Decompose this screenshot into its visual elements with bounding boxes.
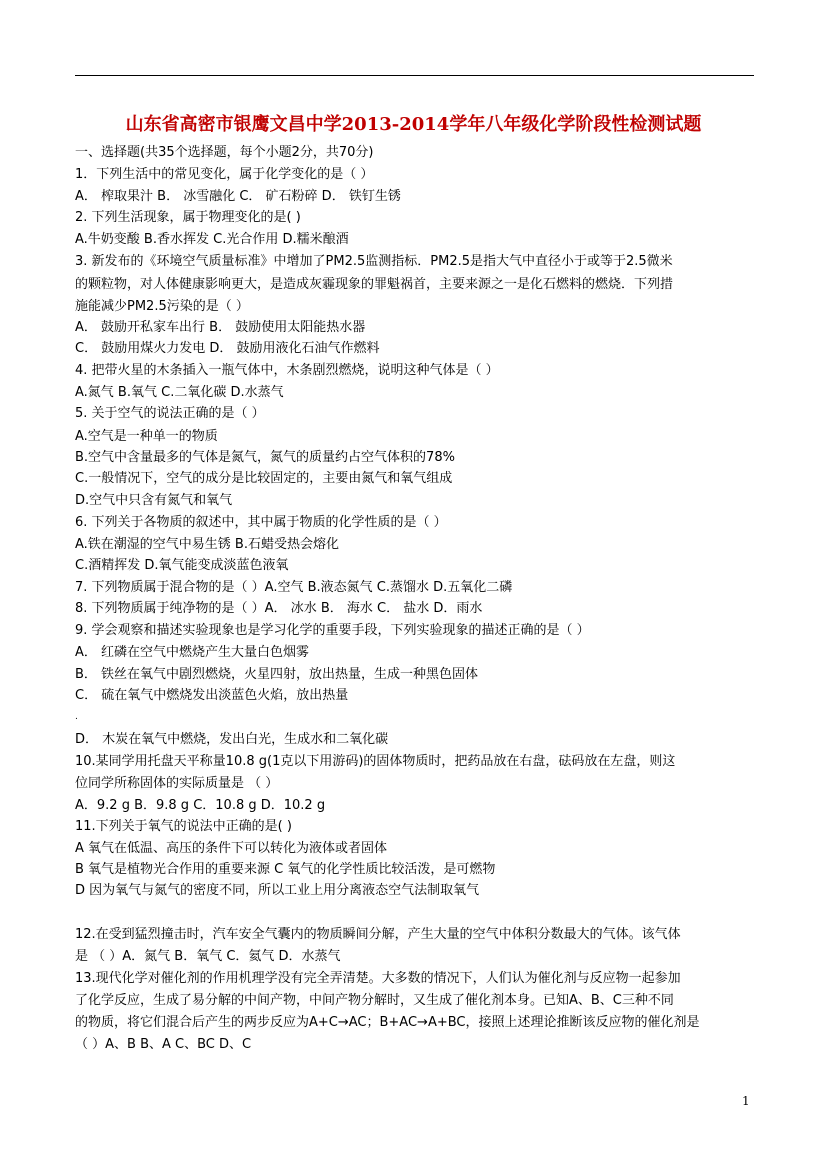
question-2-options: A.牛奶变酸 B.香水挥发 C.光合作用 D.糯米酿酒 bbox=[75, 232, 349, 247]
question-13-stem-line2: 了化学反应，生成了易分解的中间产物，中间产物分解时，又生成了催化剂本身。已知A、B、C三种不同 bbox=[75, 993, 674, 1008]
question-9-option-c: C． 硫在氧气中燃烧发出淡蓝色火焰，放出热量 bbox=[75, 688, 349, 703]
question-4-stem: 4. 把带火星的木条插入一瓶气体中，木条剧烈燃烧，说明这种气体是（ ） bbox=[75, 363, 499, 378]
question-3-options-cd: C． 鼓励用煤火力发电 D． 鼓励用液化石油气作燃料 bbox=[75, 341, 380, 356]
question-9-option-a: A． 红磷在空气中燃烧产生大量白色烟雾 bbox=[75, 645, 310, 660]
question-13-stem-line1: 13.现代化学对催化剂的作用机理学没有完全弄清楚。大多数的情况下，人们认为催化剂与反应物一起参加 bbox=[75, 971, 681, 986]
question-3-stem-line1: 3. 新发布的《环境空气质量标准》中增加了PM2.5监测指标．PM2.5是指大气中直径小于或等于2.5微米 bbox=[75, 254, 673, 269]
question-2-stem: 2. 下列生活现象，属于物理变化的是( ) bbox=[75, 210, 301, 225]
question-6-stem: 6. 下列关于各物质的叙述中，其中属于物质的化学性质的是（ ） bbox=[75, 515, 447, 530]
question-12-stem: 12.在受到猛烈撞击时，汽车安全气囊内的物质瞬间分解，产生大量的空气中体积分数最大的气体。该气体 bbox=[75, 927, 681, 942]
stray-dot: . bbox=[75, 712, 78, 722]
question-11-options-bc: B 氧气是植物光合作用的重要来源 C 氧气的化学性质比较活泼，是可燃物 bbox=[75, 862, 496, 877]
question-11-stem: 11.下列关于氧气的说法中正确的是( ) bbox=[75, 819, 292, 834]
question-9-stem: 9. 学会观察和描述实验现象也是学习化学的重要手段，下列实验现象的描述正确的是（ ） bbox=[75, 623, 590, 638]
question-3-stem-line2: 的颗粒物，对人体健康影响更大，是造成灰霾现象的罪魁祸首，主要来源之一是化石燃料的燃烧．下列措 bbox=[75, 277, 674, 292]
question-6-options-cd: C.酒精挥发 D.氧气能变成淡蓝色液氧 bbox=[75, 558, 289, 573]
question-3-options-ab: A． 鼓励开私家车出行 B． 鼓励使用太阳能热水器 bbox=[75, 320, 366, 335]
question-5-option-a: A.空气是一种单一的物质 bbox=[75, 429, 218, 444]
question-5-option-c: C.一般情况下，空气的成分是比较固定的，主要由氮气和氧气组成 bbox=[75, 471, 453, 486]
question-1-options: A． 榨取果汁 B． 冰雪融化 C． 矿石粉碎 D． 铁钉生锈 bbox=[75, 189, 401, 204]
question-7: 7. 下列物质属于混合物的是（ ）A.空气 B.液态氮气 C.蒸馏水 D.五氧化二磷 bbox=[75, 580, 513, 595]
question-5-stem: 5. 关于空气的说法正确的是（ ） bbox=[75, 406, 265, 421]
question-10-options: A．9.2 g B．9.8 g C．10.8 g D．10.2 g bbox=[75, 798, 326, 813]
question-9-option-d: D． 木炭在氧气中燃烧，发出白光，生成水和二氧化碳 bbox=[75, 732, 389, 747]
document-title: 山东省高密市银鹰文昌中学2013-2014学年八年级化学阶段性检测试题 bbox=[125, 114, 702, 135]
section-heading: 一、选择题(共35个选择题，每个小题2分，共70分) bbox=[75, 145, 374, 160]
question-11-option-a: A 氧气在低温、高压的条件下可以转化为液体或者固体 bbox=[75, 841, 388, 856]
question-8: 8. 下列物质属于纯净物的是（ ）A． 冰水 B． 海水 C． 盐水 D．雨水 bbox=[75, 601, 483, 616]
question-6-options-ab: A.铁在潮湿的空气中易生锈 B.石蜡受热会熔化 bbox=[75, 537, 339, 552]
question-13-stem-line3: 的物质，将它们混合后产生的两步反应为A+C→AC；B+AC→A+BC，接照上述理论推断该反应物的催化剂是 bbox=[75, 1015, 700, 1030]
question-12-options: 是 （ ）A．氮气 B．氧气 C．氦气 D．水蒸气 bbox=[75, 949, 341, 964]
question-10-stem-line1: 10.某同学用托盘天平称量10.8 g(1克以下用游码)的固体物质时，把药品放在右盘，砝码放在左盘，则这 bbox=[75, 754, 676, 769]
question-11-option-d: D 因为氧气与氮气的密度不同，所以工业上用分离液态空气法制取氧气 bbox=[75, 883, 480, 898]
header-rule bbox=[75, 75, 754, 76]
question-1-stem: 1．下列生活中的常见变化，属于化学变化的是（ ） bbox=[75, 167, 374, 182]
question-3-stem-line3: 施能减少PM2.5污染的是（ ） bbox=[75, 299, 249, 314]
question-9-option-b: B． 铁丝在氧气中剧烈燃烧，火星四射，放出热量，生成一种黑色固体 bbox=[75, 667, 479, 682]
question-4-options: A.氮气 B.氧气 C.二氧化碳 D.水蒸气 bbox=[75, 385, 284, 400]
question-5-option-d: D.空气中只含有氮气和氧气 bbox=[75, 493, 233, 508]
question-13-options: （ ）A、B B、A C、BC D、C bbox=[75, 1037, 252, 1052]
question-10-stem-line2: 位同学所称固体的实际质量是 （ ） bbox=[75, 776, 279, 791]
page-number: 1 bbox=[742, 1094, 750, 1108]
question-5-option-b: B.空气中含量最多的气体是氮气，氮气的质量约占空气体积的78% bbox=[75, 450, 455, 465]
